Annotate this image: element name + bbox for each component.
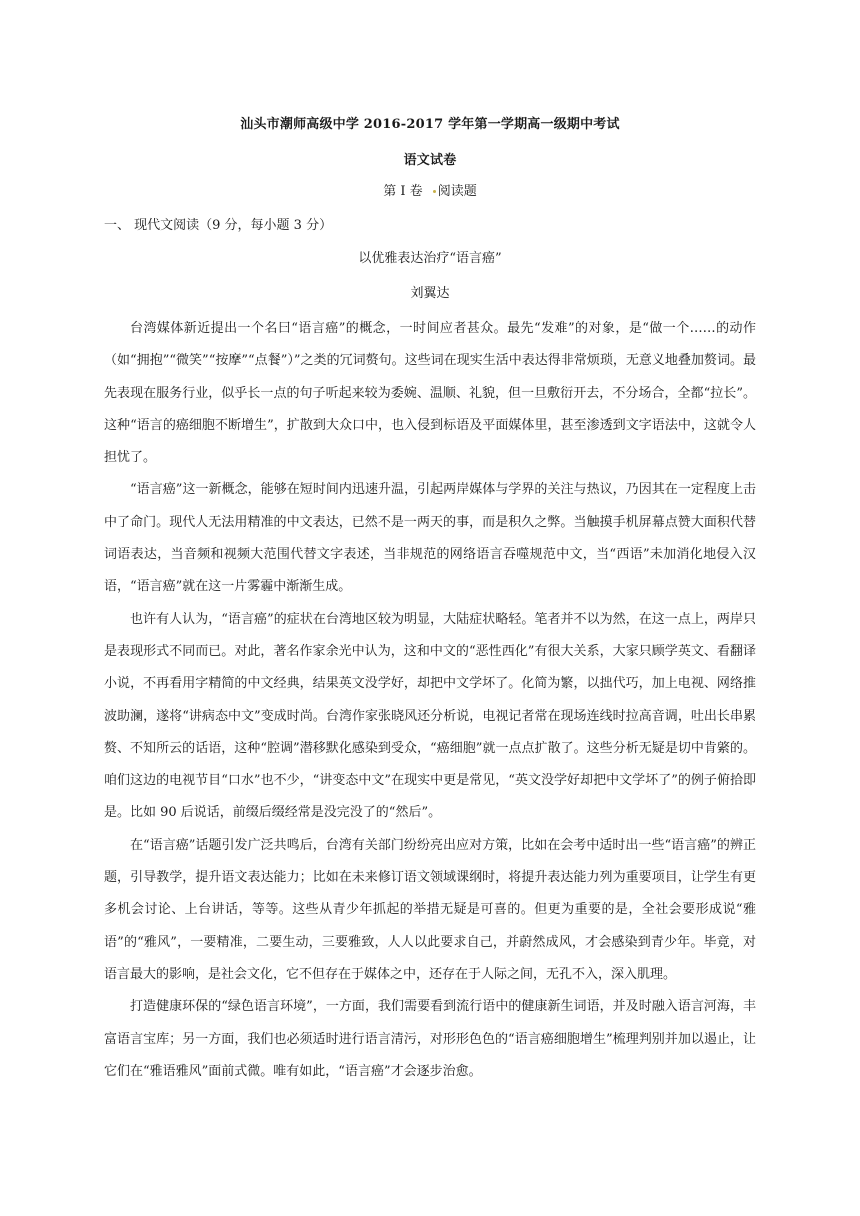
part-heading: [0, 180, 860, 199]
school-exam-title: 汕头市潮师高级中学 2016-2017 学年第一学期高一级期中考试: [240, 117, 620, 132]
article-author: 刘翼达: [410, 286, 450, 301]
dot-mark-icon: [433, 190, 436, 193]
paragraph: 在“语言癌”话题引发广泛共鸣后，台湾有关部门纷纷亮出应对方策，比如在会考中适时出一些“语言癌”的辨正题，引导教学，提升语文表达能力；比如在未来修订语文领域课纲时，将提升表达能力列为重要项目，让学生有更多机会讨论、上台讲话，等等。这些从青少年抓起的举措无疑是可喜的。但更为重要的是，全社会要形成说“雅语”的“雅风”，一要精准，二要生动，三要雅致，人人以此要求自己，并蔚然成风，才会感染到青少年。毕竟，对语言最大的影响，是社会文化，它不但存在于媒体之中，还存在于人际之间，无孔不入，深入肌理。: [104, 837, 756, 982]
paper-title: 语文试卷: [403, 153, 457, 168]
article-title: 以优雅表达治疗“语言癌”: [358, 251, 502, 266]
paragraph: 打造健康环保的“绿色语言环境”，一方面，我们需要看到流行语中的健康新生词语，并及时融入语言河海，丰富语言宝库；另一方面，我们也必须适时进行语言清污，对形形色色的“语言癌细胞增生”梳理判别并加以遏止，让它们在“雅语雅风”面前式微。唯有如此，“语言癌”才会逐步治愈。: [104, 999, 756, 1079]
article-body: [104, 313, 756, 1088]
part-label: 第 I 卷: [383, 184, 423, 199]
paragraph: 也许有人认为，“语言癌”的症状在台湾地区较为明显，大陆症状略轻。笔者并不以为然，在这一点上，两岸只是表现形式不同而已。对此，著名作家余光中认为，这和中文的“恶性西化”有很大关系，大家只顾学英文、看翻译小说，不再看用字精简的中文经典，结果英文没学好，却把中文学坏了。化简为繁，以拙代巧，加上电视、网络推波助澜，遂将“讲病态中文”变成时尚。台湾作家张晓风还分析说，电视记者常在现场连线时拉高音调，吐出长串累赘、不知所云的话语，这种“腔调”潜移默化感染到受众，“癌细胞”就一点点扩散了。这些分析无疑是切中肯綮的。咱们这边的电视节目“口水”也不少，“讲变态中文”在现实中更是常见，“英文没学好却把中文学坏了”的例子俯拾即是。比如 90 后说话，前缀后缀经常是没完没了的“然后”。: [104, 611, 756, 821]
paragraph: 台湾媒体新近提出一个名曰“语言癌”的概念，一时间应者甚众。最先“发难”的对象，是“做一个……的动作（如“拥抱”“微笑”“按摩”“点餐”）”之类的冗词赘句。这些词在现实生活中表达得非常烦琐，无意义地叠加赘词。最先表现在服务行业，似乎长一点的句子听起来较为委婉、温顺、礼貌，但一旦敷衍开去，不分场合，全都“拉长”。这种“语言的癌细胞不断增生”，扩散到大众口中，也入侵到标语及平面媒体里，甚至渗透到文字语法中，这就令人担忧了。: [104, 321, 756, 466]
part-name: 阅读题: [437, 184, 477, 199]
paragraph: “语言癌”这一新概念，能够在短时间内迅速升温，引起两岸媒体与学界的关注与热议，乃因其在一定程度上击中了命门。现代人无法用精准的中文表达，已然不是一两天的事，而是积久之弊。当触摸手机屏幕点赞大面积代替词语表达，当音频和视频大范围代替文字表述，当非规范的网络语言吞噬规范中文，当“西语”未加消化地侵入汉语，“语言癌”就在这一片雾霾中渐渐生成。: [104, 482, 756, 595]
section-heading: 一、 现代文阅读（9 分，每小题 3 分）: [104, 218, 333, 233]
